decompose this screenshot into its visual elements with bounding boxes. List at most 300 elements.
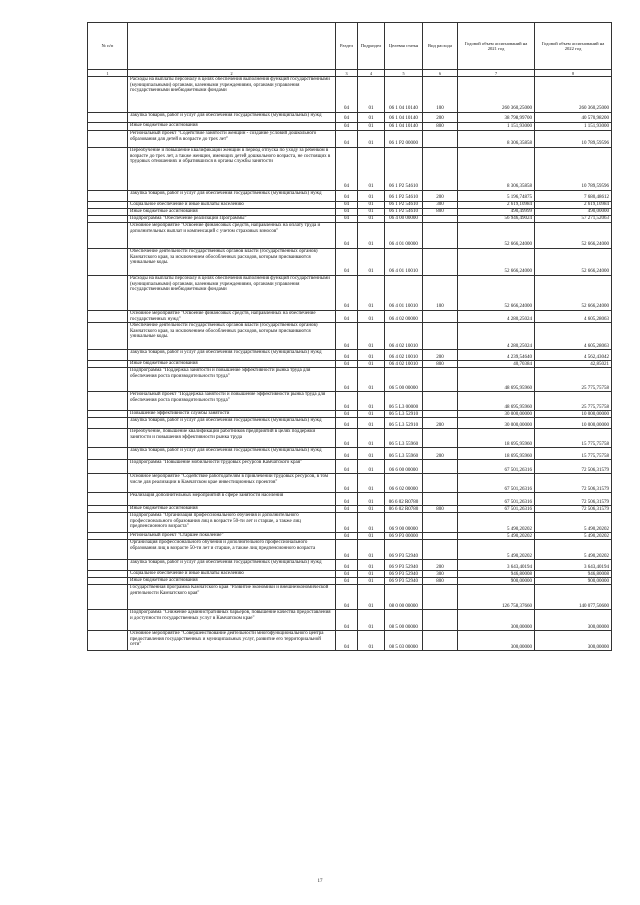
row-razdel: 04 — [336, 350, 358, 361]
table-row — [88, 361, 612, 368]
row-target-article: 06 4 01 10010 — [385, 249, 423, 276]
row-description: Закупка товаров, работ и услуг для обеспечения государственных (муниципальных) нужд — [128, 191, 336, 202]
row-razdel: 04 — [336, 631, 358, 651]
row-number — [88, 131, 128, 148]
row-description: Переобучение и повышение квалификации женщин в период отпуска по уходу за ребенком в возрасте до трех лет, а также женщин, имеющих детей дошкольного возраста, не состоящих в трудовых отношениях и обратившихся в органы службы занятости — [128, 148, 336, 191]
row-podrazdel: 01 — [358, 131, 385, 148]
row-target-article: 06 6 02 R0780 — [385, 493, 423, 506]
row-description: Закупка товаров, работ и услуг для обеспечения государственных (муниципальных) нужд — [128, 560, 336, 571]
row-target-article: 06 5 L3 55960 — [385, 429, 423, 448]
column-number: 6 — [423, 70, 458, 77]
row-allocation-2022: 946,80008 — [535, 571, 612, 578]
row-razdel: 04 — [336, 276, 358, 311]
row-target-article: 06 5 L3 52910 — [385, 418, 423, 429]
row-podrazdel: 01 — [358, 448, 385, 460]
row-description: Закупка товаров, работ и услуг для обеспечения государственных (муниципальных) нужд — [128, 448, 336, 460]
row-description: Организация профессионального обучения и дополнительного профессионального образования лиц в возрасте 50-ти лет и старше, а также лиц предпенсионного возраста — [128, 540, 336, 560]
row-number — [88, 361, 128, 368]
row-allocation-2022: 72 506,31579 — [535, 474, 612, 493]
row-expense-type — [423, 311, 458, 323]
row-allocation-2022: 140 077,50600 — [535, 585, 612, 610]
row-expense-type: 800 — [423, 578, 458, 585]
row-number — [88, 202, 128, 209]
row-number — [88, 533, 128, 540]
row-expense-type — [423, 533, 458, 540]
table-row — [88, 631, 612, 651]
row-allocation-2022: 5 490,20202 — [535, 513, 612, 533]
row-allocation-2021: 67 501,26316 — [458, 493, 535, 506]
row-allocation-2021: 8 306,35858 — [458, 148, 535, 191]
row-description: Иные бюджетные ассигнования — [128, 123, 336, 131]
row-expense-type: 800 — [423, 506, 458, 513]
row-number — [88, 418, 128, 429]
row-podrazdel: 01 — [358, 540, 385, 560]
row-description: Расходы на выплаты персоналу в целях обеспечения выполнения функций государственными (муниципальными) органами, казенными учреждениями, органами управления государственными внебюджетными фондами — [128, 77, 336, 113]
table-row — [88, 411, 612, 418]
row-number — [88, 216, 128, 223]
row-podrazdel: 01 — [358, 191, 385, 202]
row-podrazdel: 01 — [358, 493, 385, 506]
row-allocation-2021: 490,49999 — [458, 209, 535, 216]
row-target-article: 06 5 L3 55960 — [385, 448, 423, 460]
row-description: Основное мероприятие "Совершенствование деятельности многофункционального центра предоставления государственных и муниципальных услуг, развитие его территориальной сети" — [128, 631, 336, 651]
row-razdel: 04 — [336, 368, 358, 392]
row-allocation-2021: 4 239,54640 — [458, 350, 535, 361]
row-target-article: 06 6 00 00000 — [385, 460, 423, 474]
row-allocation-2022: 57 271,52063 — [535, 216, 612, 223]
row-razdel: 04 — [336, 418, 358, 429]
row-number — [88, 513, 128, 533]
row-expense-type: 800 — [423, 209, 458, 216]
row-razdel: 04 — [336, 323, 358, 350]
row-allocation-2021: 4 280,25024 — [458, 323, 535, 350]
row-podrazdel: 01 — [358, 223, 385, 249]
row-allocation-2022: 72 506,31579 — [535, 506, 612, 513]
row-target-article: 06 4 00 00000 — [385, 216, 423, 223]
header-expense-type: Вид расхода — [423, 23, 458, 70]
row-podrazdel: 01 — [358, 209, 385, 216]
row-target-article: 06 5 L3 00000 — [385, 392, 423, 411]
row-allocation-2021: 5 196,74875 — [458, 191, 535, 202]
row-allocation-2022: 52 666,24000 — [535, 249, 612, 276]
row-target-article: 06 4 02 10010 — [385, 350, 423, 361]
row-target-article: 06 9 00 00000 — [385, 513, 423, 533]
row-podrazdel: 01 — [358, 560, 385, 571]
row-number — [88, 571, 128, 578]
row-number — [88, 209, 128, 216]
row-allocation-2021: 67 501,26316 — [458, 474, 535, 493]
row-description: Закупка товаров, работ и услуг для обеспечения государственных (муниципальных) нужд — [128, 113, 336, 123]
row-target-article: 06 1 04 10140 — [385, 113, 423, 123]
header-allocation-2021: Годовой объем ассигнований на 2021 год — [458, 23, 535, 70]
header-allocation-2022: Годовой объем ассигнований на 2022 год — [535, 23, 612, 70]
table-row — [88, 77, 612, 113]
row-description: Реализация дополнительных мероприятий в сфере занятости населения — [128, 493, 336, 506]
row-allocation-2022: 5 490,20202 — [535, 533, 612, 540]
row-expense-type — [423, 610, 458, 631]
row-allocation-2021: 38 798,99700 — [458, 113, 535, 123]
row-expense-type: 200 — [423, 191, 458, 202]
page-number: 17 — [317, 879, 323, 884]
row-target-article: 08 5 03 00000 — [385, 631, 423, 651]
row-allocation-2021: 48 695,95960 — [458, 392, 535, 411]
table-row — [88, 474, 612, 493]
table-row — [88, 540, 612, 560]
row-expense-type: 200 — [423, 350, 458, 361]
row-allocation-2021: 52 666,24000 — [458, 276, 535, 311]
row-expense-type — [423, 131, 458, 148]
row-allocation-2022: 72 506,31579 — [535, 460, 612, 474]
row-allocation-2021: 3 643,40194 — [458, 560, 535, 571]
table-row — [88, 113, 612, 123]
row-description: Закупка товаров, работ и услуг для обеспечения государственных (муниципальных) нужд — [128, 418, 336, 429]
row-razdel: 04 — [336, 249, 358, 276]
row-podrazdel: 01 — [358, 148, 385, 191]
table-row — [88, 216, 612, 223]
row-podrazdel: 01 — [358, 249, 385, 276]
row-description: Иные бюджетные ассигнования — [128, 361, 336, 368]
row-target-article: 06 1 P2 54610 — [385, 202, 423, 209]
table-row — [88, 418, 612, 429]
row-description: Подпрограмма "Организация профессионального обучения и дополнительного профессионального образования лиц в возрасте 50-ти лет и старше, а также лиц предпенсионного возраста" — [128, 513, 336, 533]
row-allocation-2021: 5 490,20202 — [458, 540, 535, 560]
row-description: Подпрограмма "Обеспечение реализации Программы" — [128, 216, 336, 223]
row-razdel: 04 — [336, 540, 358, 560]
row-razdel: 04 — [336, 223, 358, 249]
row-allocation-2021: 5 490,20202 — [458, 533, 535, 540]
row-allocation-2021: 126 758,37660 — [458, 585, 535, 610]
row-expense-type — [423, 216, 458, 223]
row-expense-type — [423, 148, 458, 191]
column-number: 8 — [535, 70, 612, 77]
row-podrazdel: 01 — [358, 411, 385, 418]
row-razdel: 04 — [336, 123, 358, 131]
row-razdel: 04 — [336, 77, 358, 113]
column-number: 5 — [385, 70, 423, 77]
row-number — [88, 191, 128, 202]
row-razdel: 04 — [336, 392, 358, 411]
row-expense-type — [423, 460, 458, 474]
table-row — [88, 513, 612, 533]
row-razdel: 04 — [336, 311, 358, 323]
row-allocation-2021: 30 000,00000 — [458, 418, 535, 429]
row-podrazdel: 01 — [358, 392, 385, 411]
table-body — [88, 77, 612, 651]
table-row — [88, 276, 612, 311]
row-allocation-2022: 25 775,75758 — [535, 392, 612, 411]
row-razdel: 04 — [336, 506, 358, 513]
row-expense-type: 300 — [423, 202, 458, 209]
row-number — [88, 113, 128, 123]
row-expense-type: 200 — [423, 560, 458, 571]
row-podrazdel: 01 — [358, 513, 385, 533]
row-podrazdel: 01 — [358, 429, 385, 448]
row-razdel: 04 — [336, 560, 358, 571]
row-podrazdel: 01 — [358, 311, 385, 323]
table-row — [88, 460, 612, 474]
row-allocation-2022: 42,85021 — [535, 361, 612, 368]
row-razdel: 04 — [336, 411, 358, 418]
row-target-article: 06 9 P3 52940 — [385, 571, 423, 578]
table-row — [88, 191, 612, 202]
row-allocation-2021: 5 490,20202 — [458, 513, 535, 533]
row-expense-type — [423, 323, 458, 350]
row-podrazdel: 01 — [358, 368, 385, 392]
row-podrazdel: 01 — [358, 571, 385, 578]
table-row — [88, 571, 612, 578]
row-target-article: 06 9 P3 52940 — [385, 560, 423, 571]
header-target-article: Целевая статья — [385, 23, 423, 70]
row-allocation-2021: 260 360,25000 — [458, 77, 535, 113]
row-description: Переобучение, повышение квалификации работников предприятий в целях поддержки занятости и повышения эффективности рынка труда — [128, 429, 336, 448]
table-row — [88, 311, 612, 323]
row-target-article: 06 1 P2 54610 — [385, 191, 423, 202]
row-allocation-2022: 4 605,28063 — [535, 323, 612, 350]
row-description: Подпрограмма "Снижение административных барьеров, повышение качества предоставления и доступности государственных услуг в Камчатском крае" — [128, 610, 336, 631]
row-target-article: 06 1 P2 00000 — [385, 131, 423, 148]
row-allocation-2022: 10 789,59596 — [535, 131, 612, 148]
row-description: Государственная программа Камчатского края "Развитие экономики и внешнеэкономической деятельности Камчатского края" — [128, 585, 336, 610]
table-row — [88, 368, 612, 392]
row-podrazdel: 01 — [358, 460, 385, 474]
row-expense-type: 100 — [423, 77, 458, 113]
row-description: Региональный проект "Содействие занятости женщин - создание условий дошкольного образования для детей в возрасте до трех лет" — [128, 131, 336, 148]
row-expense-type: 200 — [423, 113, 458, 123]
row-razdel: 04 — [336, 131, 358, 148]
row-allocation-2021: 67 501,26316 — [458, 460, 535, 474]
row-expense-type — [423, 474, 458, 493]
table-row — [88, 131, 612, 148]
table-row — [88, 249, 612, 276]
row-number — [88, 77, 128, 113]
row-podrazdel: 01 — [358, 113, 385, 123]
row-number — [88, 148, 128, 191]
row-allocation-2022: 1 151,93000 — [535, 123, 612, 131]
row-number — [88, 276, 128, 311]
row-expense-type — [423, 585, 458, 610]
row-target-article: 08 5 00 00000 — [385, 610, 423, 631]
row-podrazdel: 01 — [358, 474, 385, 493]
row-allocation-2022: 10 789,59596 — [535, 148, 612, 191]
row-podrazdel: 01 — [358, 323, 385, 350]
row-allocation-2022: 4 605,28063 — [535, 311, 612, 323]
row-expense-type — [423, 429, 458, 448]
row-target-article: 06 4 02 00000 — [385, 311, 423, 323]
row-expense-type — [423, 493, 458, 506]
row-razdel: 04 — [336, 474, 358, 493]
row-target-article: 06 1 04 10140 — [385, 77, 423, 113]
row-allocation-2021: 48 695,95960 — [458, 368, 535, 392]
row-number — [88, 585, 128, 610]
table-row — [88, 323, 612, 350]
column-number: 4 — [358, 70, 385, 77]
row-description: Подпрограмма "Поддержка занятости и повышение эффективности рынка труда для обеспечения роста производительности труда" — [128, 368, 336, 392]
row-allocation-2022: 2 619,10984 — [535, 202, 612, 209]
row-target-article: 06 9 P3 52940 — [385, 578, 423, 585]
row-expense-type — [423, 223, 458, 249]
header-description — [128, 23, 336, 70]
row-target-article: 06 4 02 10010 — [385, 361, 423, 368]
row-expense-type — [423, 631, 458, 651]
row-allocation-2022: 5 490,20202 — [535, 540, 612, 560]
row-allocation-2022: 10 000,00000 — [535, 418, 612, 429]
row-razdel: 04 — [336, 571, 358, 578]
row-allocation-2021: 40,70384 — [458, 361, 535, 368]
row-number — [88, 392, 128, 411]
row-expense-type — [423, 368, 458, 392]
row-allocation-2021: 300,00000 — [458, 631, 535, 651]
row-description: Иные бюджетные ассигнования — [128, 209, 336, 216]
row-description: Региональный проект "Старшее поколение" — [128, 533, 336, 540]
row-number — [88, 560, 128, 571]
row-podrazdel: 01 — [358, 578, 385, 585]
row-allocation-2022: 72 506,31579 — [535, 493, 612, 506]
row-number — [88, 249, 128, 276]
row-description: Иные бюджетные ассигнования — [128, 506, 336, 513]
row-allocation-2022: 7 680,48612 — [535, 191, 612, 202]
row-podrazdel: 01 — [358, 610, 385, 631]
row-razdel: 04 — [336, 202, 358, 209]
row-podrazdel: 01 — [358, 276, 385, 311]
header-podrazdel: Подраздел — [358, 23, 385, 70]
row-number — [88, 460, 128, 474]
row-allocation-2021: 18 695,95960 — [458, 429, 535, 448]
row-razdel: 04 — [336, 148, 358, 191]
row-razdel: 04 — [336, 493, 358, 506]
row-description: Обеспечение деятельности государственных органов власти (государственных органов) Камчатского края, за исключением обособленных расходов, которым присваиваются уникальные коды. — [128, 249, 336, 276]
row-podrazdel: 01 — [358, 202, 385, 209]
table-row — [88, 202, 612, 209]
row-number — [88, 578, 128, 585]
table-row — [88, 350, 612, 361]
row-allocation-2021: 52 666,24000 — [458, 249, 535, 276]
row-number — [88, 631, 128, 651]
row-number — [88, 411, 128, 418]
row-razdel: 04 — [336, 610, 358, 631]
table-row — [88, 578, 612, 585]
column-number: 7 — [458, 70, 535, 77]
table-row — [88, 148, 612, 191]
row-allocation-2021: 2 619,10984 — [458, 202, 535, 209]
row-allocation-2022: 3 643,40194 — [535, 560, 612, 571]
table-row — [88, 429, 612, 448]
row-expense-type: 200 — [423, 418, 458, 429]
row-podrazdel: 01 — [358, 506, 385, 513]
row-allocation-2021: 4 280,25024 — [458, 311, 535, 323]
row-number — [88, 223, 128, 249]
row-allocation-2021: 8 306,35858 — [458, 131, 535, 148]
row-expense-type: 300 — [423, 571, 458, 578]
row-razdel: 04 — [336, 191, 358, 202]
table-row — [88, 493, 612, 506]
row-expense-type: 800 — [423, 123, 458, 131]
row-description: Обеспечение деятельности государственных органов власти (государственных органов) Камчатского края, за исключением обособленных расходов, которым присваиваются уникальные коды. — [128, 323, 336, 350]
row-podrazdel: 01 — [358, 361, 385, 368]
table-row — [88, 610, 612, 631]
row-razdel: 04 — [336, 460, 358, 474]
row-number — [88, 506, 128, 513]
row-razdel: 04 — [336, 429, 358, 448]
row-target-article: 06 9 P3 00000 — [385, 533, 423, 540]
row-expense-type — [423, 392, 458, 411]
row-expense-type: 800 — [423, 361, 458, 368]
row-expense-type — [423, 513, 458, 533]
row-number — [88, 493, 128, 506]
row-allocation-2021: 30 000,00000 — [458, 411, 535, 418]
row-razdel: 04 — [336, 448, 358, 460]
column-number: 1 — [88, 70, 128, 77]
row-razdel: 04 — [336, 216, 358, 223]
row-podrazdel: 01 — [358, 418, 385, 429]
table-row — [88, 223, 612, 249]
row-number — [88, 368, 128, 392]
row-number — [88, 448, 128, 460]
table-row — [88, 209, 612, 216]
row-allocation-2022: 25 775,75758 — [535, 368, 612, 392]
row-allocation-2022: 300,00000 — [535, 631, 612, 651]
row-number — [88, 323, 128, 350]
row-allocation-2022: 10 000,00000 — [535, 411, 612, 418]
header-razdel: Раздел — [336, 23, 358, 70]
row-target-article: 06 4 01 00000 — [385, 223, 423, 249]
row-podrazdel: 01 — [358, 77, 385, 113]
column-numbers-row — [88, 70, 612, 77]
row-description: Основное мероприятие "Освоение финансовых средств, направленных на обеспечение государственных нужд" — [128, 311, 336, 323]
budget-table-container — [87, 22, 611, 651]
row-target-article: 06 9 P3 52940 — [385, 540, 423, 560]
row-expense-type — [423, 411, 458, 418]
row-expense-type: 100 — [423, 276, 458, 311]
row-target-article: 06 1 P2 54610 — [385, 209, 423, 216]
row-allocation-2022: 52 666,24000 — [535, 276, 612, 311]
table-row — [88, 123, 612, 131]
row-podrazdel: 01 — [358, 631, 385, 651]
table-header-row — [88, 23, 612, 70]
row-number — [88, 123, 128, 131]
row-number — [88, 610, 128, 631]
row-allocation-2022: 40 570,98200 — [535, 113, 612, 123]
row-target-article: 06 1 P2 54610 — [385, 148, 423, 191]
row-description: Социальное обеспечение и иные выплаты населению — [128, 571, 336, 578]
row-allocation-2022: 52 666,24000 — [535, 223, 612, 249]
row-expense-type: 200 — [423, 448, 458, 460]
row-target-article: 08 0 00 00000 — [385, 585, 423, 610]
row-razdel: 04 — [336, 513, 358, 533]
row-description: Основное мероприятие "Освоение финансовых средств, направленных на оплату труда и дополнительных выплат и компенсаций с учетом страховых взносов" — [128, 223, 336, 249]
row-allocation-2021: 56 946,49024 — [458, 216, 535, 223]
row-allocation-2021: 900,00000 — [458, 578, 535, 585]
row-razdel: 04 — [336, 361, 358, 368]
row-expense-type — [423, 249, 458, 276]
row-allocation-2022: 260 360,25000 — [535, 77, 612, 113]
row-target-article: 06 4 02 10010 — [385, 323, 423, 350]
table-row — [88, 392, 612, 411]
row-description: Расходы на выплаты персоналу в целях обеспечения выполнения функций государственными (муниципальными) органами, казенными учреждениями, органами управления государственными внебюджетными фондами — [128, 276, 336, 311]
row-razdel: 04 — [336, 113, 358, 123]
row-allocation-2022: 15 775,75758 — [535, 448, 612, 460]
row-number — [88, 311, 128, 323]
column-number: 3 — [336, 70, 358, 77]
table-row — [88, 506, 612, 513]
row-description: Основное мероприятие "Содействие работодателям в привлечении трудовых ресурсов, в том числе для реализации в Камчатском крае инвестиционных проектов" — [128, 474, 336, 493]
row-podrazdel: 01 — [358, 123, 385, 131]
row-number — [88, 474, 128, 493]
row-target-article: 06 4 01 10010 — [385, 276, 423, 311]
row-allocation-2022: 300,00000 — [535, 610, 612, 631]
row-podrazdel: 01 — [358, 216, 385, 223]
row-target-article: 06 6 02 R0780 — [385, 506, 423, 513]
row-podrazdel: 01 — [358, 585, 385, 610]
